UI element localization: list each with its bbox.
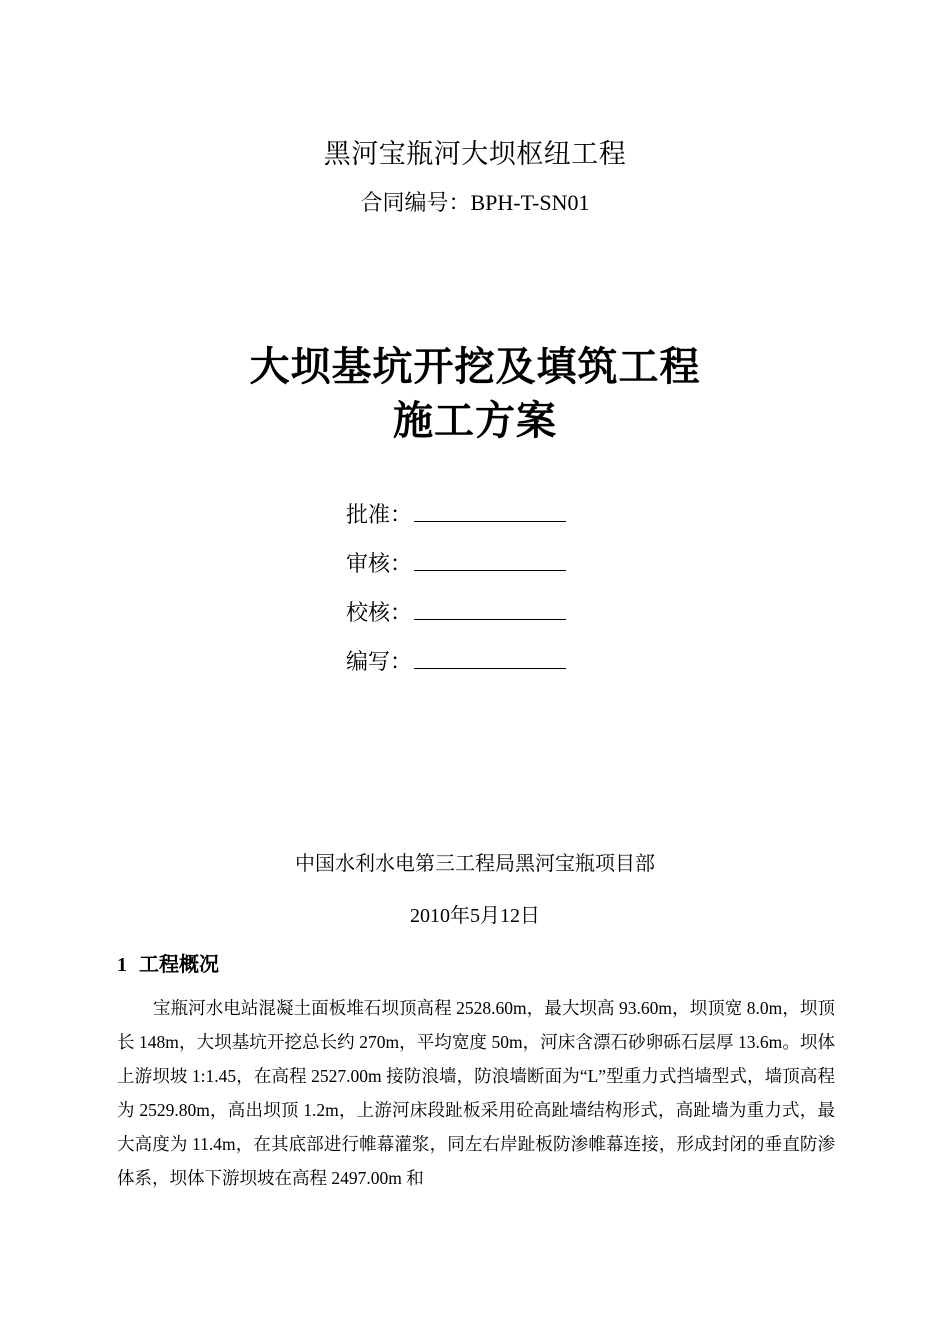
- section-paragraph: 宝瓶河水电站混凝土面板堆石坝顶高程 2528.60m，最大坝高 93.60m，坝顶宽 8.0m，坝顶长 148m，大坝基坑开挖总长约 270m，平均宽度 50m，河床含漂石砂卵砾石层厚 13.6m。坝体上游坝坡 1:1.45，在高程 2527.00m 接防浪墙，防浪墙断面为“L”型重力式挡墙型式，墙顶高程为 2529.80m，高出坝顶 1.2m，上游河床段趾板采用砼高趾墙结构形式，高趾墙为重力式，最大高度为 11.4m，在其底部进行帷幕灌浆，同左右岸趾板防渗帷幕连接，形成封闭的垂直防渗体系，坝体下游坝坡在高程 2497.00m 和: [117, 998, 835, 1188]
- document-title-line-2: 施工方案: [393, 398, 557, 443]
- section-title: 工程概况: [139, 954, 219, 976]
- signoff-row-author: [346, 642, 646, 691]
- section-heading: [117, 948, 219, 977]
- section-number: 1: [117, 954, 127, 976]
- signoff-row-review: [346, 544, 646, 593]
- document-title-line-1: 大坝基坑开挖及填筑工程: [249, 344, 701, 389]
- signoff-row-check: [346, 593, 646, 642]
- document-title: [0, 340, 950, 448]
- signoff-label: 审核：: [346, 551, 413, 576]
- organization-name: 中国水利水电第三工程局黑河宝瓶项目部: [295, 853, 655, 875]
- signature-blank: [414, 544, 566, 571]
- contract-number: 合同编号：BPH-T-SN01: [360, 190, 590, 215]
- signature-blank: [414, 495, 566, 522]
- document-date: 2010年5月12日: [410, 905, 540, 927]
- signoff-label: 批准：: [346, 502, 413, 527]
- signoff-label: 编写：: [346, 649, 413, 674]
- signoff-label: 校核：: [346, 600, 413, 625]
- project-title: 黑河宝瓶河大坝枢纽工程: [323, 139, 627, 169]
- signature-blank: [414, 593, 566, 620]
- signoff-block: [346, 495, 646, 691]
- signoff-row-approve: [346, 495, 646, 544]
- signature-blank: [414, 642, 566, 669]
